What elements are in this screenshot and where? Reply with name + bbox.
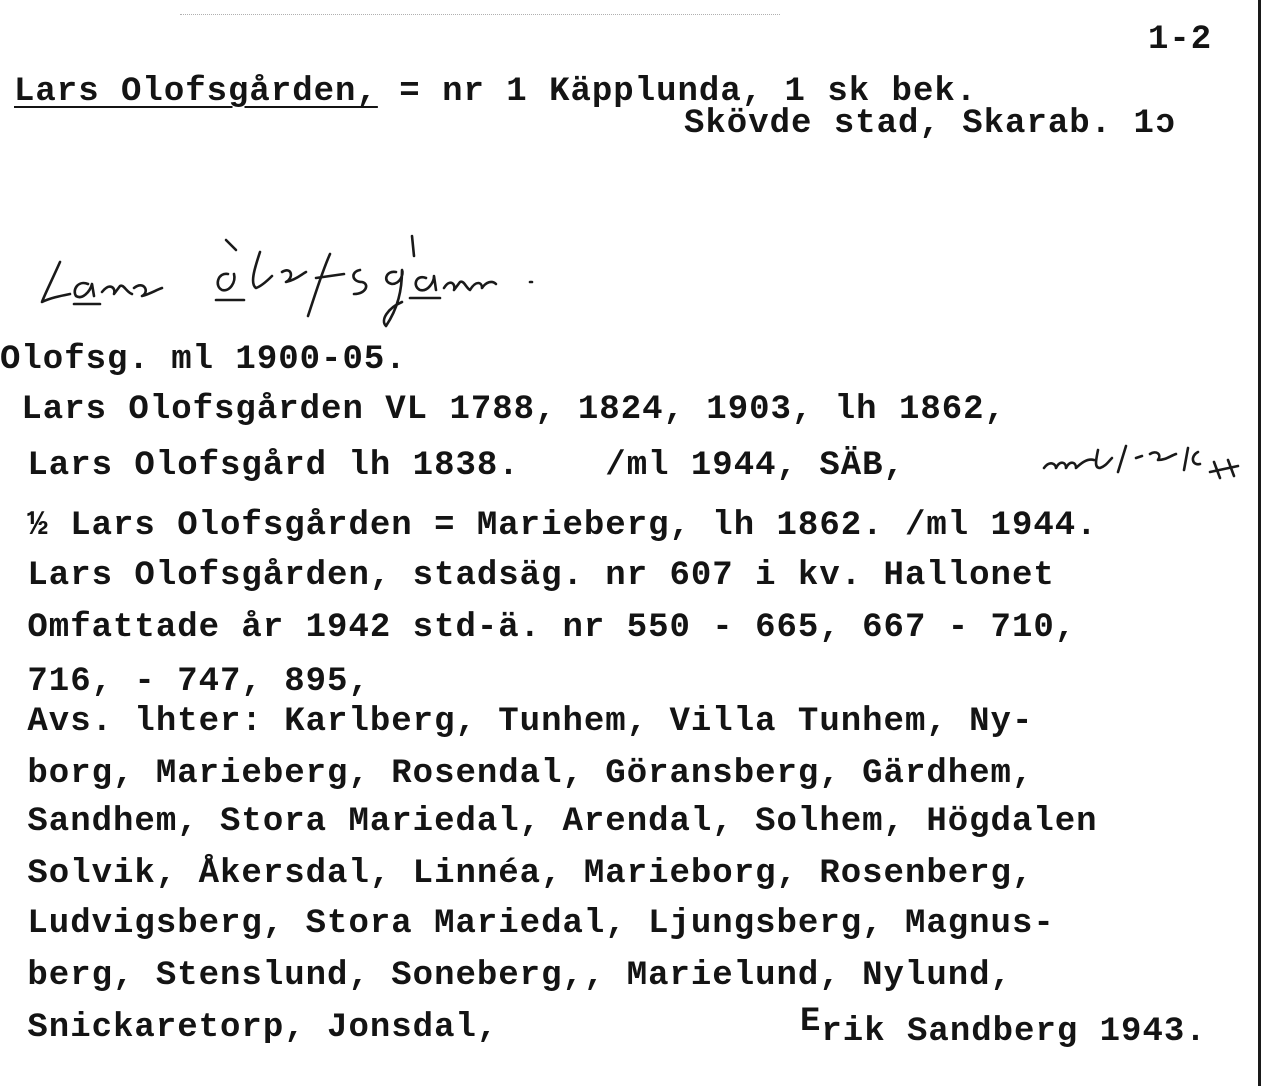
signature-name-year: rik Sandberg 1943. [821, 1013, 1207, 1051]
handwritten-pronunciation [30, 222, 560, 332]
location-line [684, 104, 1176, 144]
body-line-5: Lars Olofsgården, stadsäg. nr 607 i kv. Hallonet [6, 557, 1055, 595]
body-line-12: Ludvigsberg, Stora Mariedal, Ljungsberg, Magnus- [6, 905, 1055, 943]
body-line-13: berg, Stenslund, Soneberg,, Marielund, Nylund, [6, 957, 1012, 995]
handwritten-note [1038, 432, 1258, 492]
signature [800, 1003, 1207, 1052]
location-mark: ɔ [1154, 105, 1177, 143]
card-number: 1-2 [1148, 21, 1213, 59]
signature-initial: E [800, 1003, 822, 1041]
body-line-11: Solvik, Åkersdal, Linnéa, Marieborg, Rosenberg, [6, 855, 1034, 893]
place-name-title: Lars Olofsgården, [14, 73, 378, 111]
body-line-4: ½ Lars Olofsgården = Marieberg, lh 1862. /ml 1944. [6, 507, 1098, 545]
card-right-edge [1258, 0, 1261, 1086]
body-line-1: Olofsg. ml 1900-05. [0, 341, 407, 379]
body-line-2: Lars Olofsgården VL 1788, 1824, 1903, lh 1862, [0, 391, 1006, 429]
body-line-9: borg, Marieberg, Rosendal, Göransberg, Gärdhem, [6, 755, 1034, 793]
body-line-10: Sandhem, Stora Mariedal, Arendal, Solhem, Högdalen [6, 803, 1098, 841]
location-text: Skövde stad, Skarab. 1 [684, 105, 1155, 143]
body-line-14: Snickaretorp, Jonsdal, [6, 1009, 499, 1047]
body-line-7: 716, - 747, 895, [6, 663, 370, 701]
body-line-6: Omfattade år 1942 std-ä. nr 550 - 665, 667 - 710, [6, 609, 1077, 647]
place-name-description: = nr 1 Käpplunda, 1 sk bek. [377, 73, 978, 111]
body-line-3: Lars Olofsgård lh 1838. /ml 1944, SÄB, [6, 447, 905, 485]
card-top-edge [180, 14, 780, 15]
body-line-8: Avs. lhter: Karlberg, Tunhem, Villa Tunhem, Ny- [6, 703, 1034, 741]
